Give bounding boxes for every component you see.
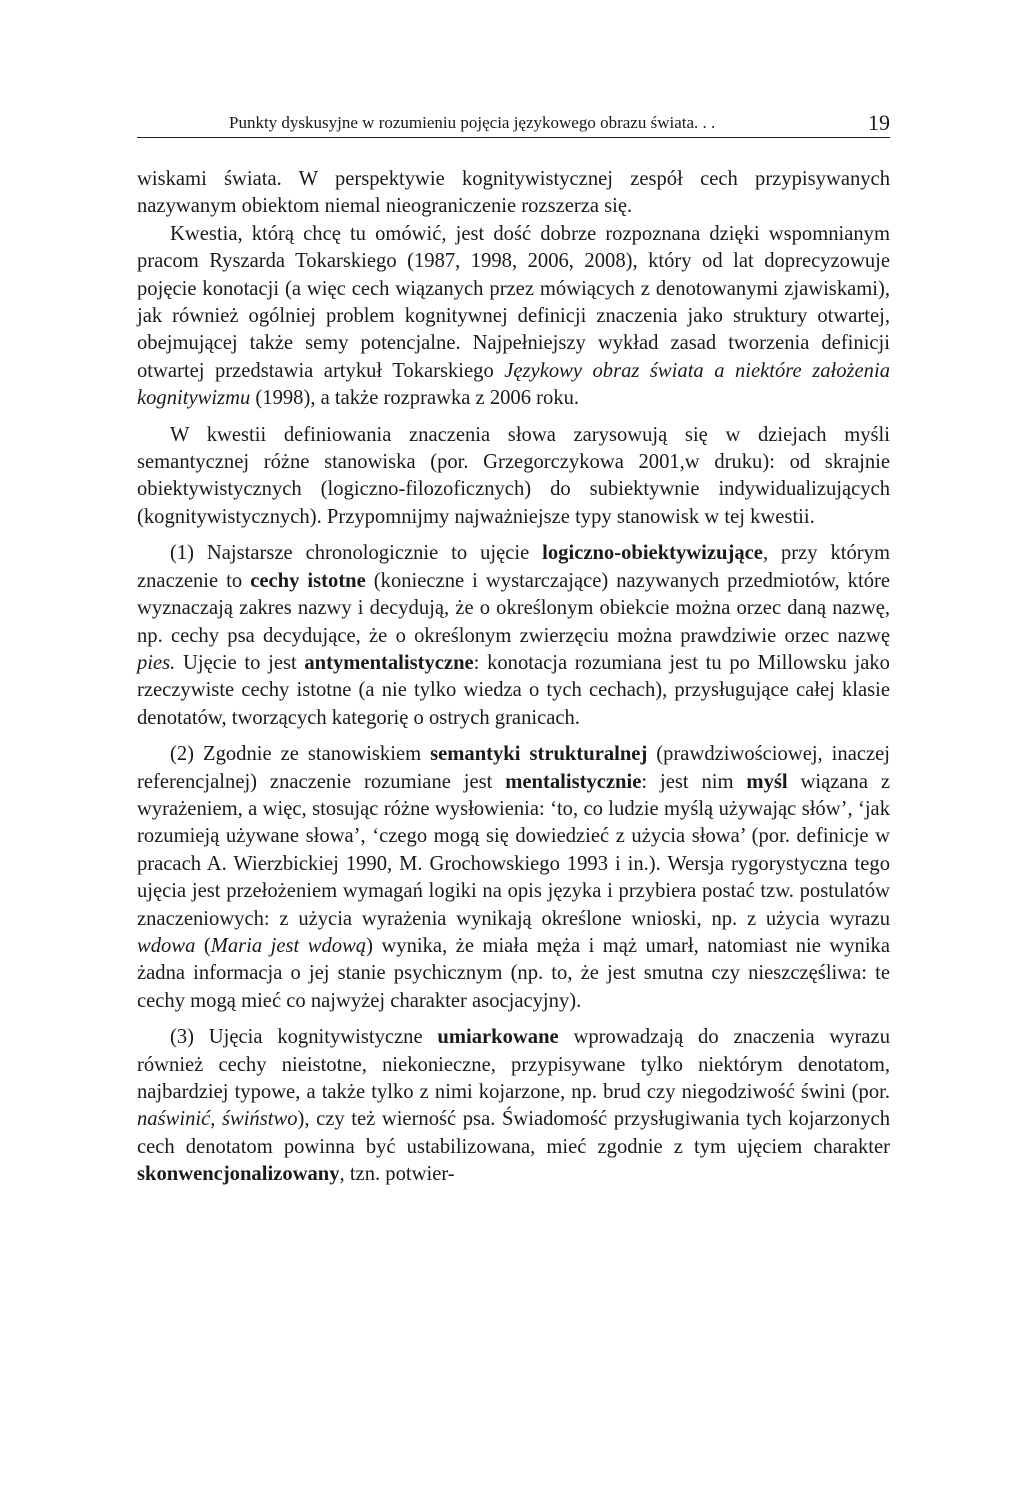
text-run: W kwestii definiowania znaczenia słowa zarysowują się w dziejach myśli semantycznej różne stanowiska (por. Grzegorczykowa 2001,w druku): od skrajnie obiektywistycznych (logiczno-filozoficznych) do subiektywnie indywidualizujących (kognitywistycznych). Przypomnijmy najważniejsze typy stanowisk w tej kwestii. — [137, 423, 890, 528]
bold-term: myśl — [746, 770, 788, 793]
paragraph-3 — [137, 540, 890, 732]
paragraph-4 — [137, 741, 890, 1015]
bold-term: mentalistycznie — [505, 770, 642, 793]
text-run: wprowadzają do znaczenia wyrazu również cechy nieistotne, niekonieczne, przypisywane tylko niektórym denotatom, najbardziej typowe, a także tylko z nimi kojarzone, np. brud czy niegodziwość świni (por. — [137, 1026, 890, 1103]
running-header — [137, 112, 890, 138]
paragraph-0 — [137, 166, 890, 221]
book-page — [137, 112, 890, 1189]
running-title: Punkty dyskusyjne w rozumieniu pojęcia językowego obrazu świata. . . — [229, 113, 716, 132]
text-run: wiązana z wyrażeniem, a więc, stosując różne wysłowienia: ‘to, co ludzie myślą używając słów’, ‘jak rozumieją używane słowa’, ‘czego mogą się dowiedzieć z użycia słowa’ (por. definicje w pracach A. Wierzbickiej 1990, M. Grochowskiego 1993 i in.). Wersja rygorystyczna tego ujęcia jest przełożeniem wymagań logiki na opis języka i przybiera postać tzw. postulatów znaczeniowych: z użycia wyrażenia wynikają określone wnioski, np. z użycia wyrazu — [137, 770, 890, 930]
text-run: Kwestia, którą chcę tu omówić, jest dość dobrze rozpoznana dzięki wspomnianym pracom Ryszarda Tokarskiego (1987, 1998, 2006, 2008), który od lat doprecyzowuje pojęcie konotacji (a więc cech wiązanych przez mówiących z denotowanymi zjawiskami), jak również ogólniej problem kognitywnej definicji znaczenia jako struktury otwartej, obejmującej także semy potencjalne. Najpełniejszy wykład zasad tworzenia definicji otwartej przedstawia artykuł Tokarskiego — [137, 222, 890, 382]
paragraph-5 — [137, 1024, 890, 1188]
bold-term: skonwencjonalizowany — [137, 1163, 340, 1186]
text-run: ( — [195, 934, 211, 957]
paragraph-2 — [137, 422, 890, 532]
body-text — [137, 166, 890, 1189]
italic-term: pies. — [137, 651, 176, 674]
italic-term: naświnić, świństwo — [137, 1108, 298, 1131]
text-run: (3) Ujęcia kognitywistyczne — [170, 1026, 438, 1049]
text-run: , przy którym znaczenie to — [137, 542, 890, 592]
text-run: (1) Najstarsze chronologicznie to ujęcie — [170, 542, 543, 565]
text-run: , tzn. potwier- — [339, 1163, 455, 1186]
text-run: (1998), a także rozprawka z 2006 roku. — [250, 387, 580, 410]
text-run: : jest nim — [641, 770, 747, 793]
bold-term: umiarkowane — [437, 1026, 559, 1049]
text-run: wiskami świata. W perspektywie kognitywistycznej zespół cech przypisywanych nazywanym obiektom niemal nieograniczenie rozszerza się. — [137, 168, 890, 218]
italic-term: wdowa — [137, 934, 196, 957]
italic-term: Maria jest wdową — [210, 934, 367, 957]
text-run: (konieczne i wystarczające) nazywanych przedmiotów, które wyznaczają zakres nazwy i decydują, że o określonym obiekcie można orzec daną nazwę, np. cechy psa decydujące, że o określonym zwierzęciu można prawdziwie orzec nazwę — [137, 569, 890, 647]
bold-term: cechy istotne — [250, 569, 366, 592]
text-run: Ujęcie to jest — [175, 651, 305, 674]
bold-term: antymentalistyczne — [304, 651, 474, 674]
bold-term: semantyki strukturalnej — [430, 743, 648, 766]
text-run: (2) Zgodnie ze stanowiskiem — [170, 743, 431, 766]
text-run: : konotacja rozumiana jest tu po Millowsku jako rzeczywiste cechy istotne (a nie tylko wiedza o tych cechach), przysługujące całej klasie denotatów, tworzących kategorię o ostrych granicach. — [137, 651, 890, 729]
text-run: ) wynika, że miała męża i mąż umarł, natomiast nie wynika żadna informacja o jej stanie psychicznym (np. to, że jest smutna czy nieszczęśliwa: te cechy mogą mieć co najwyżej charakter asocjacyjny). — [137, 934, 890, 1012]
page-number: 19 — [868, 110, 890, 135]
paragraph-1 — [137, 221, 890, 413]
bold-term: logiczno-obiektywizujące — [542, 542, 763, 565]
text-run: (prawdziwościowej, inaczej referencjalnej) znaczenie rozumiane jest — [137, 743, 890, 793]
book-title-italic: Językowy obraz świata a niektóre założenia kognitywizmu — [137, 359, 890, 410]
text-run: ), czy też wierność psa. Świadomość przysługiwania tych kojarzonych cech denotatom powinna być ustabilizowana, mieć zgodnie z tym ujęciem charakter — [137, 1108, 890, 1158]
